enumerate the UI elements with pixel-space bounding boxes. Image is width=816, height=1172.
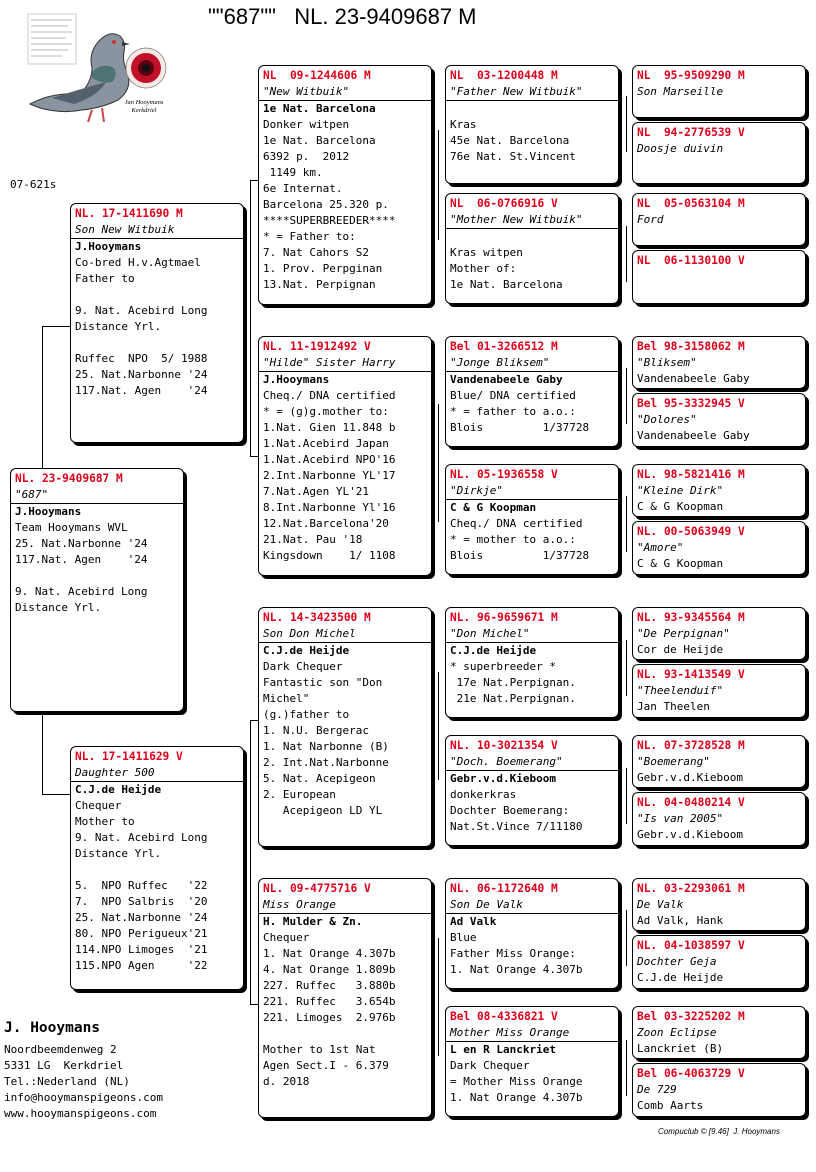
- ring-number: NL 95-9509290 M: [637, 69, 745, 82]
- info-line: Dochter Boemerang:: [450, 804, 570, 817]
- owner-name: Ad Valk: [450, 915, 497, 928]
- info-line: * = Father to:: [263, 230, 356, 243]
- info-line: 114.NPO Limoges '21: [75, 943, 208, 956]
- connector: [438, 938, 439, 1056]
- connector: [438, 130, 439, 240]
- pigeon-card-g14[interactable]: [632, 935, 806, 989]
- ring-number: NL. 98-5821416 M: [637, 468, 745, 481]
- info-line: 7. Nat Cahors S2: [263, 246, 369, 259]
- info-line: Blue: [450, 931, 477, 944]
- info-line: Chequer: [75, 799, 122, 812]
- connector: [626, 368, 627, 424]
- info-line: 1e Nat. Barcelona: [450, 278, 563, 291]
- info-line: * superbreeder *: [450, 660, 556, 673]
- ring-number: NL. 09-4775716 V: [263, 882, 371, 895]
- ring-number: NL 94-2776539 V: [637, 126, 745, 139]
- pigeon-card-ddd[interactable]: [445, 1006, 619, 1117]
- info-line: Cheq./ DNA certified: [450, 517, 583, 530]
- info-line: Nat.St.Vince 7/11180: [450, 820, 583, 833]
- pigeon-card-g5[interactable]: [632, 336, 806, 389]
- owner-name: C.J.de Heijde: [450, 644, 537, 657]
- info-line: donkerkras: [450, 788, 517, 801]
- pigeon-name: "687": [11, 487, 183, 504]
- info-line: 1. Prov. Perpginan: [263, 262, 383, 275]
- info-line: 8.Int.Narbonne Yl'16: [263, 501, 396, 514]
- connector: [250, 456, 258, 457]
- owner-name: C.J.de Heijde: [637, 971, 724, 984]
- pigeon-name: "Kleine Dirk": [637, 484, 724, 497]
- info-line: Distance Yrl.: [75, 320, 162, 333]
- info-line: 227. Ruffec 3.880b: [263, 979, 396, 992]
- pigeon-card-sds[interactable]: [445, 336, 619, 447]
- info-line: Michel": [263, 692, 310, 705]
- info-line: 1e Nat. Barcelona: [263, 134, 376, 147]
- info-line: Agen Sect.I - 6.379: [263, 1059, 389, 1072]
- website-link[interactable]: www.hooymanspigeons.com: [4, 1107, 157, 1120]
- pigeon-name: "Theelenduif": [637, 684, 724, 697]
- spacer: [71, 287, 243, 303]
- owner-name: C.J.de Heijde: [263, 644, 350, 657]
- info-line: Acepigeon LD YL: [263, 804, 383, 817]
- pigeon-card-subject[interactable]: [10, 468, 184, 712]
- owner-name: Jan Theelen: [637, 700, 710, 713]
- info-line: Blue/ DNA certified: [450, 389, 576, 402]
- info-line: 1. Nat Orange 4.307b: [450, 1091, 583, 1104]
- info-line: = Mother Miss Orange: [450, 1075, 583, 1088]
- owner-name: C.J.de Heijde: [75, 783, 162, 796]
- pigeon-name: Daughter 500: [71, 765, 243, 782]
- info-line: 4. Nat Orange 1.809b: [263, 963, 396, 976]
- ring-number: NL. 05-1936558 V: [450, 468, 558, 481]
- pigeon-name: Mother Miss Orange: [446, 1025, 618, 1042]
- footer-credit: Compuclub © [9.46] J. Hooymans: [658, 1127, 780, 1136]
- owner-name: J.Hooymans: [263, 373, 330, 386]
- info-line: 17e Nat.Perpignan.: [450, 676, 576, 689]
- pigeon-card-g13[interactable]: [632, 878, 806, 931]
- owner-name: 1e Nat. Barcelona: [263, 102, 376, 115]
- owner-name: J.Hooymans: [15, 505, 82, 518]
- info-line: Mother of:: [450, 262, 517, 275]
- pigeon-card-g7[interactable]: [632, 464, 806, 517]
- owner-name: Lanckriet (B): [637, 1042, 724, 1055]
- info-line: Cheq./ DNA certified: [263, 389, 396, 402]
- info-line: Kingsdown 1/ 1108: [263, 549, 396, 562]
- pigeon-name: "Bliksem": [637, 356, 697, 369]
- info-line: Mother to: [75, 815, 135, 828]
- pigeon-name: "Boemerang": [637, 755, 710, 768]
- info-line: 1. Nat Narbonne (B): [263, 740, 389, 753]
- pigeon-card-g4[interactable]: [632, 250, 806, 304]
- pigeon-card-g16[interactable]: [632, 1063, 806, 1117]
- pigeon-card-sire-sire[interactable]: [258, 65, 432, 305]
- info-line: 25. Nat.Narbonne '24: [75, 911, 208, 924]
- pigeon-name: Ford: [637, 213, 664, 226]
- spacer: [446, 229, 618, 245]
- pigeon-card-g11[interactable]: [632, 735, 806, 788]
- pigeon-card-ssd[interactable]: [445, 193, 619, 304]
- info-line: Co-bred H.v.Agtmael: [75, 256, 201, 269]
- owner-name: Gebr.v.d.Kieboom: [637, 771, 743, 784]
- connector: [42, 326, 70, 327]
- info-line: 221. Limoges 2.976b: [263, 1011, 396, 1024]
- info-line: 1. N.U. Bergerac: [263, 724, 369, 737]
- ring-number: NL. 23-9409687 M: [15, 472, 123, 485]
- ring-number: NL. 17-1411690 M: [75, 207, 183, 220]
- pigeon-name: Miss Orange: [259, 897, 431, 914]
- info-line: Blois 1/37728: [450, 549, 590, 562]
- pigeon-name: "Doch. Boemerang": [446, 754, 618, 771]
- pigeon-card-g2[interactable]: [632, 122, 806, 184]
- pigeon-name: "Mother New Witbuik": [446, 212, 618, 229]
- spacer: [446, 101, 618, 117]
- ring-number: Bel 95-3332945 V: [637, 397, 745, 410]
- connector: [42, 712, 43, 794]
- pigeon-name: "New Witbuik": [259, 84, 431, 101]
- address-line: Noordbeemdenweg 2: [4, 1043, 117, 1056]
- pigeon-card-g12[interactable]: [632, 792, 806, 846]
- connector: [250, 180, 251, 456]
- ring-number: Bel 98-3158062 M: [637, 340, 745, 353]
- pigeon-card-g10[interactable]: [632, 664, 806, 718]
- ring-number: NL. 07-3728528 M: [637, 739, 745, 752]
- info-line: 1.Nat.Acebird NPO'16: [263, 453, 396, 466]
- info-line: Dark Chequer: [450, 1059, 530, 1072]
- info-line: 21.Nat. Pau '18: [263, 533, 363, 546]
- info-line: Distance Yrl.: [15, 601, 102, 614]
- pigeon-card-dsd[interactable]: [445, 735, 619, 846]
- info-line: d. 2018: [263, 1075, 310, 1088]
- info-line: Donker witpen: [263, 118, 350, 131]
- info-line: 117.Nat. Agen '24: [75, 384, 208, 397]
- pigeon-card-sdd[interactable]: [445, 464, 619, 575]
- ring-number: NL 05-0563104 M: [637, 197, 745, 210]
- info-line: 221. Ruffec 3.654b: [263, 995, 396, 1008]
- pigeon-name: Son Don Michel: [259, 626, 431, 643]
- ring-number: NL. 00-5063949 V: [637, 525, 745, 538]
- pigeon-card-g3[interactable]: [632, 193, 806, 246]
- pigeon-name: "De Perpignan": [637, 627, 730, 640]
- info-line: 76e Nat. St.Vincent: [450, 150, 576, 163]
- pigeon-name: De 729: [637, 1083, 677, 1096]
- info-line: 9. Nat. Acebird Long: [75, 831, 208, 844]
- ring-number: NL. 04-0480214 V: [637, 796, 745, 809]
- logo-place: Kerkdriel: [131, 107, 157, 114]
- owner-name: Ad Valk, Hank: [637, 914, 724, 927]
- pigeon-name: Son New Witbuik: [71, 222, 243, 239]
- pigeon-card-dam[interactable]: [70, 746, 244, 990]
- pedigree-thumbnail-icon: [28, 14, 76, 64]
- pigeon-card-g9[interactable]: [632, 607, 806, 660]
- info-line: 9. Nat. Acebird Long: [15, 585, 148, 598]
- pigeon-card-g15[interactable]: [632, 1006, 806, 1059]
- address-line: 5331 LG Kerkdriel: [4, 1059, 124, 1072]
- info-line: 1. Nat Orange 4.307b: [263, 947, 396, 960]
- ring-number: NL. 03-2293061 M: [637, 882, 745, 895]
- pigeon-card-g6[interactable]: [632, 393, 806, 447]
- info-line: * = (g)g.mother to:: [263, 405, 389, 418]
- info-line: 21e Nat.Perpignan.: [450, 692, 576, 705]
- info-line: Barcelona 25.320 p.: [263, 198, 389, 211]
- connector: [626, 910, 627, 966]
- info-line: 7.Nat.Agen YL'21: [263, 485, 369, 498]
- spacer: [259, 1026, 431, 1042]
- ring-number: NL. 06-1172640 M: [450, 882, 558, 895]
- info-line: 2.Int.Narbonne YL'17: [263, 469, 396, 482]
- spacer: [71, 335, 243, 351]
- connector: [250, 720, 251, 1004]
- pigeon-name: Son De Valk: [446, 897, 618, 914]
- info-line: 5. Nat. Acepigeon: [263, 772, 376, 785]
- connector: [250, 1004, 258, 1005]
- pigeon-card-dam-dam[interactable]: [258, 878, 432, 1118]
- info-line: 9. Nat. Acebird Long: [75, 304, 208, 317]
- info-line: 5. NPO Ruffec '22: [75, 879, 208, 892]
- email-link[interactable]: info@hooymanspigeons.com: [4, 1091, 163, 1104]
- owner-name: Vandenabeele Gaby: [637, 429, 750, 442]
- pigeon-name: "Is van 2005": [637, 812, 724, 825]
- ring-number: NL. 14-3423500 M: [263, 611, 371, 624]
- ring-number: NL 06-1130100 V: [637, 254, 745, 267]
- owner-name: C & G Koopman: [450, 501, 537, 514]
- pigeon-name: "Jonge Bliksem": [446, 355, 618, 372]
- ring-number: NL 03-1200448 M: [450, 69, 558, 82]
- connector: [626, 1040, 627, 1096]
- pigeon-name: "Hilde" Sister Harry: [259, 355, 431, 372]
- owner-name: Gebr.v.d.Kieboom: [450, 772, 556, 785]
- page-title: ""687"" NL. 23-9409687 M: [208, 4, 477, 29]
- ring-number: NL. 10-3021354 V: [450, 739, 558, 752]
- connector: [438, 404, 439, 522]
- owner-name: Cor de Heijde: [637, 643, 724, 656]
- info-line: 2. European: [263, 788, 336, 801]
- ring-number: NL. 17-1411629 V: [75, 750, 183, 763]
- ring-number: Bel 08-4336821 V: [450, 1010, 558, 1023]
- ring-number: NL 09-1244606 M: [263, 69, 371, 82]
- info-line: 12.Nat.Barcelona'20: [263, 517, 389, 530]
- info-line: 1149 km.: [263, 166, 323, 179]
- pigeon-name: "Don Michel": [446, 626, 618, 643]
- info-line: Dark Chequer: [263, 660, 343, 673]
- breeder-info: [4, 1018, 163, 1122]
- info-line: Team Hooymans WVL: [15, 521, 128, 534]
- info-line: * = mother to a.o.:: [450, 533, 576, 546]
- info-line: Mother to 1st Nat: [263, 1043, 376, 1056]
- info-line: Father Miss Orange:: [450, 947, 576, 960]
- pigeon-card-dds[interactable]: [445, 878, 619, 989]
- info-line: Kras witpen: [450, 246, 523, 259]
- owner-name: Gebr.v.d.Kieboom: [637, 828, 743, 841]
- info-line: 13.Nat. Perpignan: [263, 278, 376, 291]
- info-line: Fantastic son "Don: [263, 676, 383, 689]
- pigeon-name: De Valk: [637, 898, 684, 911]
- info-line: Chequer: [263, 931, 310, 944]
- pigeon-card-sire[interactable]: [70, 203, 244, 443]
- info-line: 1. Nat Orange 4.307b: [450, 963, 583, 976]
- info-line: 6e Internat.: [263, 182, 343, 195]
- pigeon-card-dam-sire[interactable]: [258, 607, 432, 847]
- info-line: 117.Nat. Agen '24: [15, 553, 148, 566]
- pigeon-name: "Father New Witbuik": [446, 84, 618, 101]
- connector: [438, 672, 439, 780]
- connector: [250, 720, 258, 721]
- info-line: (g.)father to: [263, 708, 350, 721]
- info-line: 1.Nat.Acebird Japan: [263, 437, 389, 450]
- connector: [626, 640, 627, 696]
- ring-number: Bel 06-4063729 V: [637, 1067, 745, 1080]
- eye-icon: [126, 48, 166, 88]
- info-line: 7. NPO Salbris '20: [75, 895, 208, 908]
- info-line: 80. NPO Perigueux'21: [75, 927, 208, 940]
- info-line: 115.NPO Agen '22: [75, 959, 208, 972]
- pedigree-code: 07-621s: [10, 178, 57, 191]
- connector: [250, 180, 258, 181]
- info-line: 1.Nat. Gien 11.848 b: [263, 421, 396, 434]
- info-line: Kras: [450, 118, 477, 131]
- owner-name: Vandenabeele Gaby: [450, 373, 563, 386]
- info-line: Ruffec NPO 5/ 1988: [75, 352, 208, 365]
- breeder-name: J. Hooymans: [4, 1020, 101, 1036]
- ring-number: NL 06-0766916 V: [450, 197, 558, 210]
- owner-name: Vandenabeele Gaby: [637, 372, 750, 385]
- spacer: [71, 862, 243, 878]
- connector: [626, 96, 627, 152]
- info-line: 25. Nat.Narbonne '24: [15, 537, 148, 550]
- pigeon-card-sire-dam[interactable]: [258, 336, 432, 576]
- phone-line: Tel.:Nederland (NL): [4, 1075, 130, 1088]
- pigeon-card-sss[interactable]: [445, 65, 619, 184]
- owner-name: L en R Lanckriet: [450, 1043, 556, 1056]
- info-line: Distance Yrl.: [75, 847, 162, 860]
- connector: [42, 326, 43, 468]
- info-line: 45e Nat. Barcelona: [450, 134, 570, 147]
- pigeon-name: Son Marseille: [637, 85, 724, 98]
- connector: [626, 768, 627, 824]
- info-line: * = father to a.o.:: [450, 405, 576, 418]
- info-line: 2. Int.Nat.Narbonne: [263, 756, 389, 769]
- pigeon-card-g8[interactable]: [632, 521, 806, 575]
- ring-number: NL. 11-1912492 V: [263, 340, 371, 353]
- logo-owner: Jan Hooymans: [124, 99, 164, 106]
- owner-name: C & G Koopman: [637, 500, 724, 513]
- pigeon-name: Zoon Eclipse: [637, 1026, 717, 1039]
- pigeon-name: Doosje duivin: [637, 142, 724, 155]
- owner-name: J.Hooymans: [75, 240, 142, 253]
- owner-name: C & G Koopman: [637, 557, 724, 570]
- ring-number: Bel 01-3266512 M: [450, 340, 558, 353]
- pigeon-name: "Dolores": [637, 413, 697, 426]
- connector: [42, 794, 70, 795]
- connector: [626, 226, 627, 282]
- pigeon-card-g1[interactable]: [632, 65, 806, 118]
- ring-number: NL. 96-9659671 M: [450, 611, 558, 624]
- ring-number: NL. 93-9345564 M: [637, 611, 745, 624]
- pigeon-name: Dochter Geja: [637, 955, 717, 968]
- ring-number: Bel 03-3225202 M: [637, 1010, 745, 1023]
- pigeon-card-dss[interactable]: [445, 607, 619, 718]
- connector: [626, 496, 627, 552]
- spacer: [11, 568, 183, 584]
- info-line: 25. Nat.Narbonne '24: [75, 368, 208, 381]
- owner-name: Comb Aarts: [637, 1099, 704, 1112]
- info-line: Blois 1/37728: [450, 421, 590, 434]
- owner-name: H. Mulder & Zn.: [263, 915, 363, 928]
- info-line: ****SUPERBREEDER****: [263, 214, 396, 227]
- ring-number: NL. 93-1413549 V: [637, 668, 745, 681]
- info-line: 6392 p. 2012: [263, 150, 350, 163]
- pigeon-name: "Amore": [637, 541, 684, 554]
- pigeon-name: "Dirkje": [446, 483, 618, 500]
- info-line: Father to: [75, 272, 135, 285]
- pigeon-logo: [22, 12, 174, 128]
- ring-number: NL. 04-1038597 V: [637, 939, 745, 952]
